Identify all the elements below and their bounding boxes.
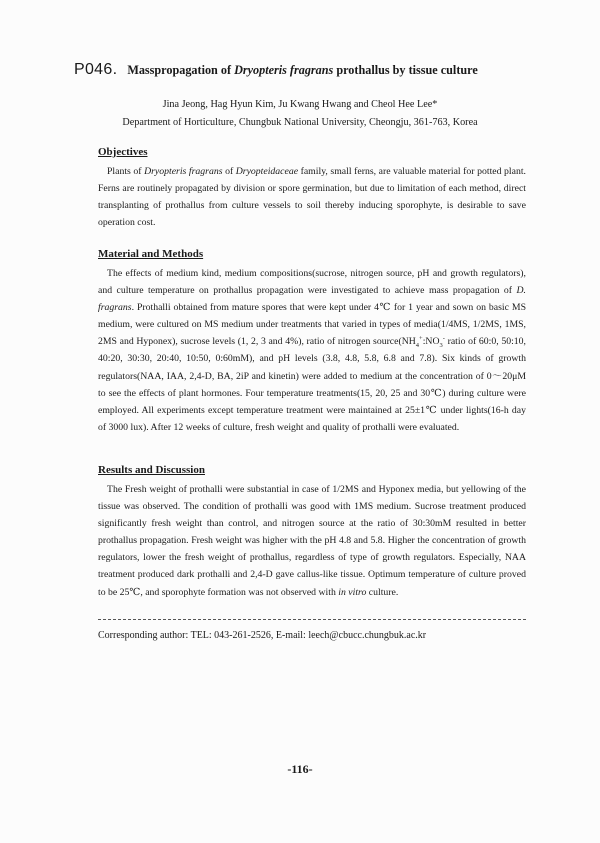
- results-text: The Fresh weight of prothalli were substantial in case of 1/2MS and Hyponex media, but yellowing of the tissue was observed. The condition of prothalli was good with 1MS medium. Sucrose treatment produced significantly fresh weight than control, and nitrogen source at the ratio of 30:30mM resulted in better prothallus propagation. Fresh weight was higher with the pH 4.8 and 5.8. Higher the concentration of growth regulators, lower the fresh weight of prothallus, regardless of type of growth regulators. Especially, NAA treatment produced dark prothalli and 2,4-D gave callus-like tissue. Optimum temperature of culture proved to be 25℃, and sporophyte formation was not observed with in vitro culture.: [98, 484, 526, 598]
- abstract-code: P046.: [74, 61, 118, 78]
- methods-section: [98, 248, 526, 436]
- title-species: Dryopteris fragrans: [234, 63, 334, 77]
- author-list: Jina Jeong, Hag Hyun Kim, Ju Kwang Hwang and Cheol Hee Lee*: [162, 99, 438, 110]
- methods-text: The effects of medium kind, medium compositions(sucrose, nitrogen source, pH and growth regulators), and culture temperature on prothallus propagation were investigated to achieve mass propagation of D. fragrans. Prothalli obtained from mature spores that were kept under 4℃ for 1 year and sown on basic MS medium, were cultured on MS medium under treatments that varied in types of media(1/4MS, 1/2MS, 1MS, 2MS and Hyponex), sucrose levels (1, 2, 3 and 4%), ratio of nitrogen $source(NH_4^+:NO_3^-$ ratio of 60:0, 50:10, 40:20, 30:30, 20:40, 10:50, 0:60mM), and pH levels (3.8, 4.8, 5.8, 6.8 and 7.8). Six kinds of growth regulators(NAA, IAA, 2,4-D, BA, 2iP and kinetin) were added to medium at the concentration of 0～20μM to see the effects of plant hormones. Four temperature treatments(15, 20, 25 and 30℃) during culture were employed. All experiments except temperature treatment were maintained at 25±1℃ under lights(16-h day of 3000 lux). After 12 weeks of culture, fresh weight and quality of prothalli were evaluated.: [98, 268, 526, 433]
- title-row: [74, 61, 544, 79]
- title-post: prothallus by tissue culture: [333, 63, 478, 77]
- objectives-text: Plants of Dryopteris fragrans of Dryopteidaceae family, small ferns, are valuable material for potted plant. Ferns are routinely propagated by division or spore germination, but due to limitation of each method, direct transplanting of prothallus from culture vessels to soil thereby inducing sporophyte, is desirable to save operation cost.: [98, 166, 526, 229]
- paper-title: [127, 63, 477, 77]
- affiliation: Department of Horticulture, Chungbuk National University, Cheongju, 361-763, Korea: [122, 117, 478, 128]
- methods-heading: Material and Methods: [98, 248, 204, 260]
- page-number: -116-: [287, 762, 313, 776]
- corresponding-author: Corresponding author: TEL: 043-261-2526, E-mail: leech@cbucc.chungbuk.ac.kr: [98, 630, 427, 641]
- title-pre: Masspropagation of: [127, 63, 235, 77]
- results-heading: Results and Discussion: [98, 464, 205, 476]
- results-section: [98, 464, 526, 601]
- footer-divider: [98, 619, 526, 620]
- objectives-section: [98, 146, 526, 231]
- objectives-heading: Objectives: [98, 146, 148, 158]
